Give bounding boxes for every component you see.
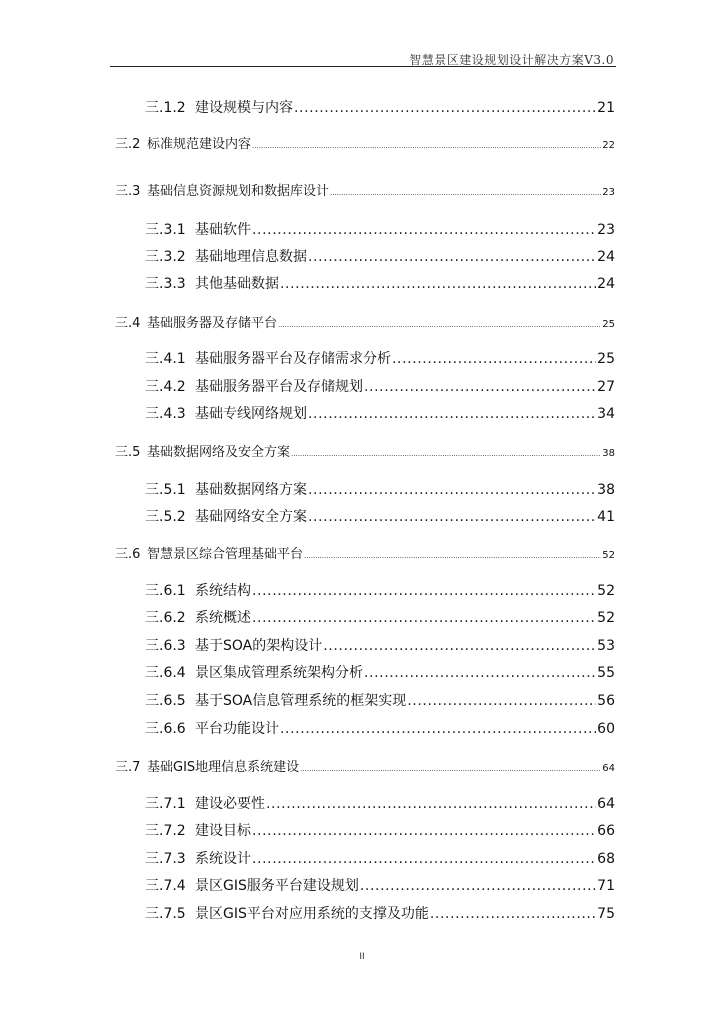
- toc-entry-page: 25: [602, 319, 615, 330]
- toc-entry-title: 景区集成管理系统架构分析: [195, 665, 363, 681]
- toc-entry[interactable]: [145, 219, 615, 239]
- dot-leader: [308, 249, 596, 265]
- toc-entry-page: 24: [597, 249, 615, 265]
- toc-entry-title: 建设规模与内容: [195, 100, 293, 116]
- toc-entry-title: 建设必要性: [195, 796, 265, 812]
- toc-entry-number: 三.3.3: [145, 276, 186, 292]
- toc-entry[interactable]: [145, 690, 615, 710]
- toc-entry-number: 三.3.2: [145, 249, 186, 265]
- toc-entry[interactable]: [115, 133, 615, 152]
- toc-entry-title: 智慧景区综合管理基础平台: [147, 547, 304, 562]
- toc-entry-page: 52: [602, 550, 615, 561]
- dot-leader: [430, 906, 596, 922]
- toc-entry[interactable]: [145, 820, 615, 840]
- dot-leader: [252, 610, 596, 626]
- toc-entry[interactable]: [145, 348, 615, 368]
- toc-entry-title: 基于SOA的架构设计: [195, 638, 323, 654]
- toc-entry-number: 三.4.1: [145, 351, 186, 367]
- toc-entry-page: 38: [597, 482, 615, 498]
- toc-entry[interactable]: [145, 903, 615, 923]
- toc-entry-title: 基础网络安全方案: [195, 509, 307, 525]
- dot-leader: [280, 276, 596, 292]
- dot-leader: [308, 406, 596, 422]
- toc-entry-page: 23: [602, 187, 615, 198]
- toc-entry-number: 三.6.4: [145, 665, 186, 681]
- toc-entry-number: 三.3: [115, 184, 141, 199]
- toc-entry[interactable]: [145, 246, 615, 266]
- toc-entry-title: 基础GIS地理信息系统建设: [147, 760, 300, 775]
- toc-entry-number: 三.7.2: [145, 823, 186, 839]
- toc-entry-page: 25: [597, 351, 615, 367]
- toc-entry-title: 基于SOA信息管理系统的框架实现: [195, 693, 407, 709]
- toc-entry[interactable]: [145, 479, 615, 499]
- toc-entry-page: 71: [597, 878, 615, 894]
- toc-entry-title: 平台功能设计: [195, 721, 279, 737]
- toc-entry-number: 三.5.1: [145, 482, 186, 498]
- dot-leader: [300, 765, 601, 773]
- dot-leader: [323, 638, 596, 654]
- toc-entry-title: 系统设计: [195, 851, 251, 867]
- dot-leader: [278, 321, 601, 329]
- toc-entry-page: 21: [597, 100, 615, 116]
- toc-entry-number: 三.7: [115, 760, 141, 775]
- dot-leader: [407, 693, 596, 709]
- toc-entry[interactable]: [115, 180, 615, 199]
- toc-entry-title: 基础信息资源规划和数据库设计: [147, 184, 330, 199]
- toc-entry-page: 56: [597, 693, 615, 709]
- toc-entry[interactable]: [145, 97, 615, 117]
- toc-entry[interactable]: [115, 441, 615, 460]
- toc-entry[interactable]: [145, 635, 615, 655]
- toc-entry-number: 三.6.6: [145, 721, 186, 737]
- toc-entry-page: 22: [602, 140, 615, 151]
- toc-entry-number: 三.1.2: [145, 100, 186, 116]
- toc-entry-number: 三.6.3: [145, 638, 186, 654]
- toc-entry-title: 其他基础数据: [195, 276, 279, 292]
- dot-leader: [308, 482, 596, 498]
- toc-entry[interactable]: [145, 273, 615, 293]
- toc-entry-page: 23: [597, 222, 615, 238]
- toc-entry[interactable]: [115, 756, 615, 775]
- toc-entry-page: 64: [597, 796, 615, 812]
- dot-leader: [252, 222, 596, 238]
- toc-entry-page: 60: [597, 721, 615, 737]
- dot-leader: [266, 796, 596, 812]
- toc-entry[interactable]: [115, 312, 615, 331]
- toc-entry[interactable]: [145, 875, 615, 895]
- dot-leader: [294, 100, 596, 116]
- toc-entry-number: 三.3.1: [145, 222, 186, 238]
- dot-leader: [392, 351, 596, 367]
- toc-entry-page: 53: [597, 638, 615, 654]
- toc-entry[interactable]: [145, 793, 615, 813]
- toc-entry-number: 三.2: [115, 137, 141, 152]
- toc-entry-page: 52: [597, 583, 615, 599]
- toc-entry[interactable]: [145, 607, 615, 627]
- dot-leader: [330, 189, 601, 197]
- toc-entry[interactable]: [145, 848, 615, 868]
- toc-entry-title: 基础软件: [195, 222, 251, 238]
- toc-entry-page: 64: [602, 763, 615, 774]
- dot-leader: [364, 665, 596, 681]
- toc-entry-number: 三.7.1: [145, 796, 186, 812]
- toc-entry-page: 27: [597, 379, 615, 395]
- dot-leader: [252, 583, 596, 599]
- toc-entry-number: 三.4: [115, 316, 141, 331]
- toc-entry-number: 三.6.1: [145, 583, 186, 599]
- toc-entry[interactable]: [145, 506, 615, 526]
- toc-entry-number: 三.4.3: [145, 406, 186, 422]
- toc-entry-page: 55: [597, 665, 615, 681]
- dot-leader: [364, 379, 596, 395]
- toc-entry-number: 三.7.4: [145, 878, 186, 894]
- toc-entry-title: 系统概述: [195, 610, 251, 626]
- toc-entry-page: 34: [597, 406, 615, 422]
- dot-leader: [304, 552, 601, 560]
- toc-entry[interactable]: [145, 376, 615, 396]
- toc-entry-page: 52: [597, 610, 615, 626]
- dot-leader: [360, 878, 596, 894]
- dot-leader: [308, 509, 596, 525]
- toc-entry-page: 38: [602, 448, 615, 459]
- dot-leader: [280, 721, 596, 737]
- toc-entry-title: 基础数据网络及安全方案: [147, 445, 291, 460]
- toc-entry-page: 66: [597, 823, 615, 839]
- toc-entry-title: 建设目标: [195, 823, 251, 839]
- dot-leader: [291, 450, 601, 458]
- toc-entry-title: 景区GIS平台对应用系统的支撑及功能: [195, 906, 429, 922]
- page-number: II: [359, 952, 365, 962]
- toc-entry-number: 三.5.2: [145, 509, 186, 525]
- toc-entry-title: 系统结构: [195, 583, 251, 599]
- toc-entry-number: 三.6.5: [145, 693, 186, 709]
- toc-entry-number: 三.4.2: [145, 379, 186, 395]
- toc-entry-page: 24: [597, 276, 615, 292]
- toc-entry[interactable]: [145, 403, 615, 423]
- toc-entry-number: 三.7.5: [145, 906, 186, 922]
- toc-entry-title: 基础服务器平台及存储规划: [195, 379, 363, 395]
- toc-entry[interactable]: [145, 580, 615, 600]
- toc-entry[interactable]: [115, 543, 615, 562]
- dot-leader: [252, 851, 596, 867]
- toc-entry-title: 景区GIS服务平台建设规划: [195, 878, 359, 894]
- toc-entry-page: 41: [597, 509, 615, 525]
- toc-entry-title: 基础地理信息数据: [195, 249, 307, 265]
- toc-entry[interactable]: [145, 718, 615, 738]
- toc-entry-page: 75: [597, 906, 615, 922]
- toc-entry-number: 三.6.2: [145, 610, 186, 626]
- toc-entry[interactable]: [145, 662, 615, 682]
- dot-leader: [252, 823, 596, 839]
- toc-entry-title: 标准规范建设内容: [147, 137, 252, 152]
- toc-entry-number: 三.6: [115, 547, 141, 562]
- toc-entry-page: 68: [597, 851, 615, 867]
- toc-entry-title: 基础数据网络方案: [195, 482, 307, 498]
- toc-entry-title: 基础服务器平台及存储需求分析: [195, 351, 391, 367]
- document-title: 智慧景区建设规划设计解决方案V3.0: [409, 53, 614, 67]
- toc-entry-title: 基础专线网络规划: [195, 406, 307, 422]
- dot-leader: [252, 142, 601, 150]
- toc-entry-number: 三.7.3: [145, 851, 186, 867]
- toc-entry-number: 三.5: [115, 445, 141, 460]
- toc-entry-title: 基础服务器及存储平台: [147, 316, 278, 331]
